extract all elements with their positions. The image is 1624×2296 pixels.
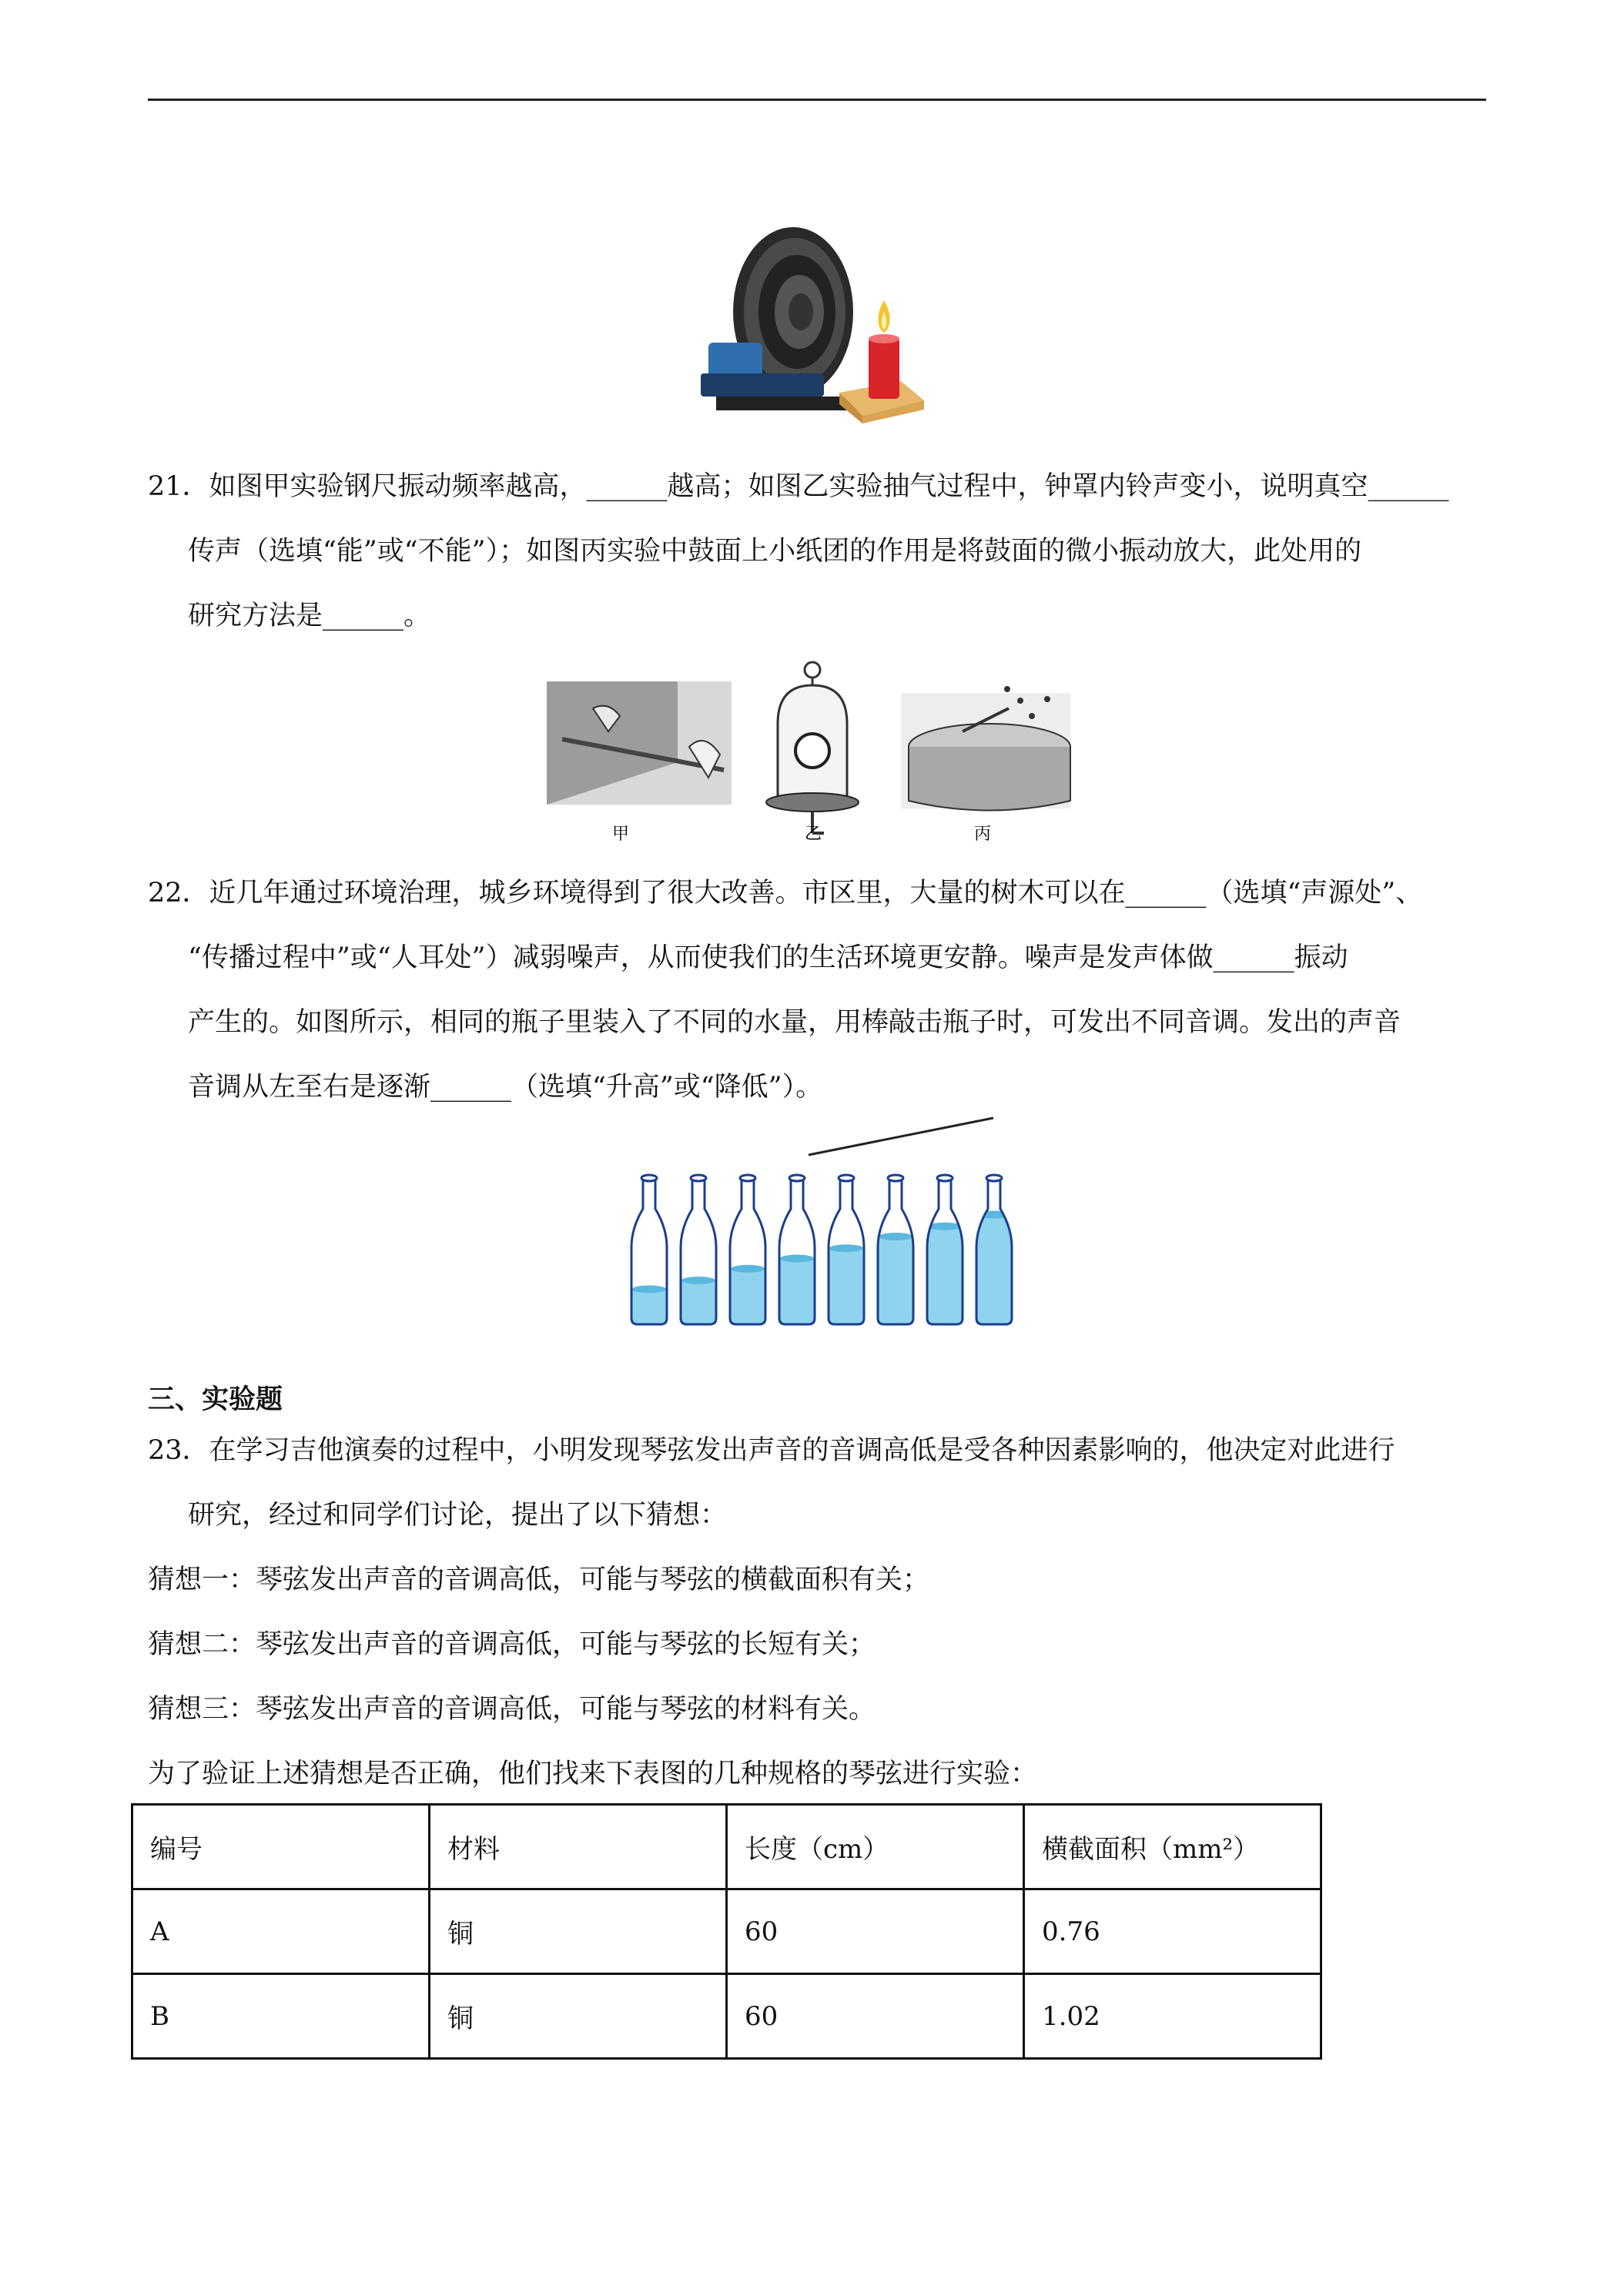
table-header-cell: 横截面积（mm²） [1024,1805,1321,1889]
table-cell: A [132,1889,430,1974]
bottle-mouth [839,1175,854,1181]
section-heading-experiment: 三、实验题 [148,1384,283,1415]
drum-experiment-image [901,686,1070,811]
table-cell: 60 [727,1889,1024,1974]
figure-label-yi: 乙 [805,825,822,844]
water-surface [681,1277,715,1284]
table-cell: 1.02 [1024,1974,1321,2059]
table-intro: 为了验证上述猜想是否正确，他们找来下表图的几种规格的琴弦进行实验： [148,1759,1038,1789]
question-22-line-2: “传播过程中”或“人耳处”）减弱噪声，从而使我们的生活环境更安静。噪声是发声体做______振动 [188,942,1348,973]
bottle-water [681,1280,716,1324]
question-21 [148,454,1449,648]
table-header-row [132,1805,1321,1889]
table-header-cell: 编号 [132,1805,430,1889]
question-21-line-1: 21．如图甲实验钢尺振动频率越高，______越高；如图乙实验抽气过程中，钟罩内铃声变小，说明真空______ [148,471,1449,502]
bottle-mouth [937,1175,953,1181]
water-surface [780,1255,814,1263]
table-cell: 60 [727,1974,1024,2059]
speaker-candle-figure [693,208,939,423]
bell-jar-experiment-image [766,662,859,833]
water-surface [829,1244,863,1252]
bottle-mouth [888,1175,903,1181]
guess-one: 猜想一：琴弦发出声音的音调高低，可能与琴弦的横截面积有关； [148,1565,930,1595]
guess-two: 猜想二：琴弦发出声音的音调高低，可能与琴弦的长短有关； [148,1629,876,1660]
table-cell: B [132,1974,430,2059]
bottle-mouth [691,1175,706,1181]
question-22 [148,861,1422,1120]
guess-three: 猜想三：琴弦发出声音的音调高低，可能与琴弦的材料有关。 [148,1694,876,1725]
bottle-water [730,1269,765,1324]
table-row [132,1974,1321,2059]
question-23-line-2: 研究，经过和同学们讨论，提出了以下猜想： [188,1500,728,1531]
bottle-water [976,1215,1012,1325]
table-cell: 0.76 [1024,1889,1321,1974]
bottle-water [829,1248,864,1324]
question-21-line-3: 研究方法是______。 [188,601,431,631]
water-surface [731,1265,765,1273]
header-rule [148,99,1486,101]
bottle-water [878,1237,913,1324]
bottle-mouth [740,1175,755,1181]
string-spec-table [131,1803,1322,2060]
sound-experiments-figure [547,654,1086,847]
bottles-figure [608,1109,1024,1332]
striking-rod [809,1118,993,1155]
table-header-cell: 长度（cm） [727,1805,1024,1889]
question-23 [148,1418,1395,1806]
question-22-line-4: 音调从左至右是逐渐______（选填“升高”或“降低”）。 [188,1072,823,1103]
bottle-water [927,1227,963,1324]
question-22-line-1: 22．近几年通过环境治理，城乡环境得到了很大改善。市区里，大量的树木可以在______（选填“声源处”、 [148,878,1423,909]
water-surface [632,1285,666,1293]
bottle-mouth [641,1175,657,1181]
water-surface [879,1233,912,1240]
table-row [132,1889,1321,1974]
bottle-water [779,1259,815,1325]
speaker-icon [701,227,870,410]
question-23-line-1: 23．在学习吉他演奏的过程中，小明发现琴弦发出声音的音调高低是受各种因素影响的，他决定对此进行 [148,1435,1395,1466]
figure-label-bing: 丙 [974,825,992,844]
bottle-water [631,1289,667,1324]
question-22-line-3: 产生的。如图所示，相同的瓶子里装入了不同的水量，用棒敲击瓶子时，可发出不同音调。发出的声音 [188,1007,1401,1038]
table-cell: 铜 [430,1974,727,2059]
water-surface [928,1223,962,1230]
table-header-cell: 材料 [430,1805,727,1889]
table-cell: 铜 [430,1889,727,1974]
ruler-experiment-image [547,681,732,805]
bottle-mouth [789,1175,805,1181]
figure-label-jia: 甲 [612,825,630,844]
question-21-line-2: 传声（选填“能”或“不能”）；如图丙实验中鼓面上小纸团的作用是将鼓面的微小振动放大，此处用的 [188,536,1362,567]
bottle-mouth [986,1175,1002,1181]
